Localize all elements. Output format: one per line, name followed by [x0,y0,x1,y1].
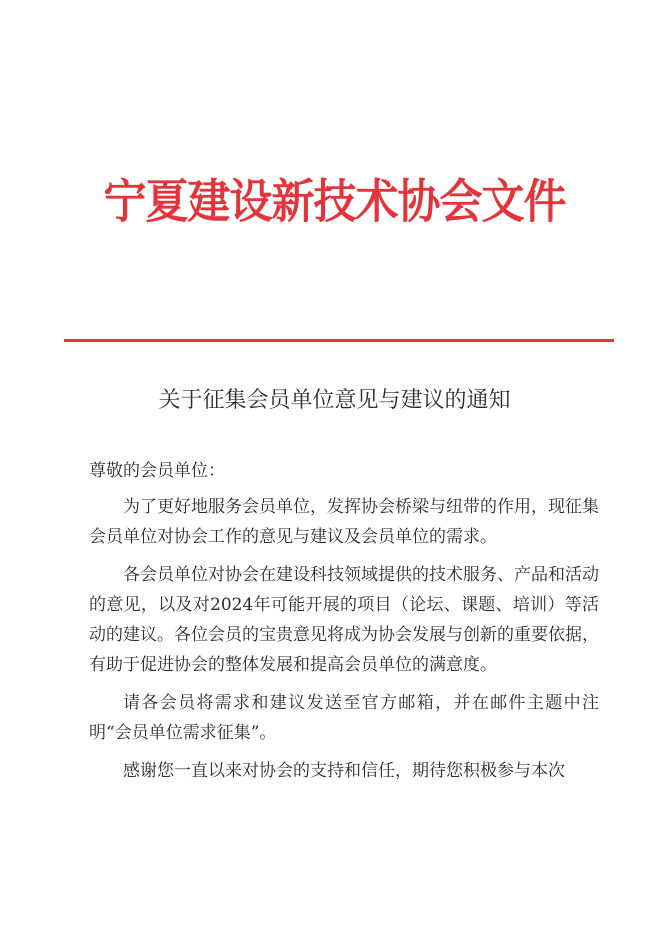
document-header-title: 宁夏建设新技术协会文件 [103,175,566,230]
notice-title: 关于征集会员单位意见与建议的通知 [158,388,511,413]
paragraph-1: 为了更好地服务会员单位，发挥协会桥梁与纽带的作用，现征集会员单位对协会工作的意见与建议及会员单位的需求。 [89,497,599,547]
paragraph-4: 感谢您一直以来对协会的支持和信任，期待您积极参与本次 [123,761,565,781]
paragraph-2: 各会员单位对协会在建设科技领域提供的技术服务、产品和活动的意见，以及对2024年可能开展的项目（论坛、课题、培训）等活动的建议。各位会员的宝贵意见将成为协会发展与创新的重要依据，有助于促进协会的整体发展和提高会员单位的满意度。 [89,565,599,675]
paragraph-3: 请各会员将需求和建议发送至官方邮箱，并在邮件主题中注明“会员单位需求征集”。 [89,693,599,743]
greeting: 尊敬的会员单位： [89,461,225,481]
header-red-rule [64,339,614,342]
notice-body [89,456,599,794]
